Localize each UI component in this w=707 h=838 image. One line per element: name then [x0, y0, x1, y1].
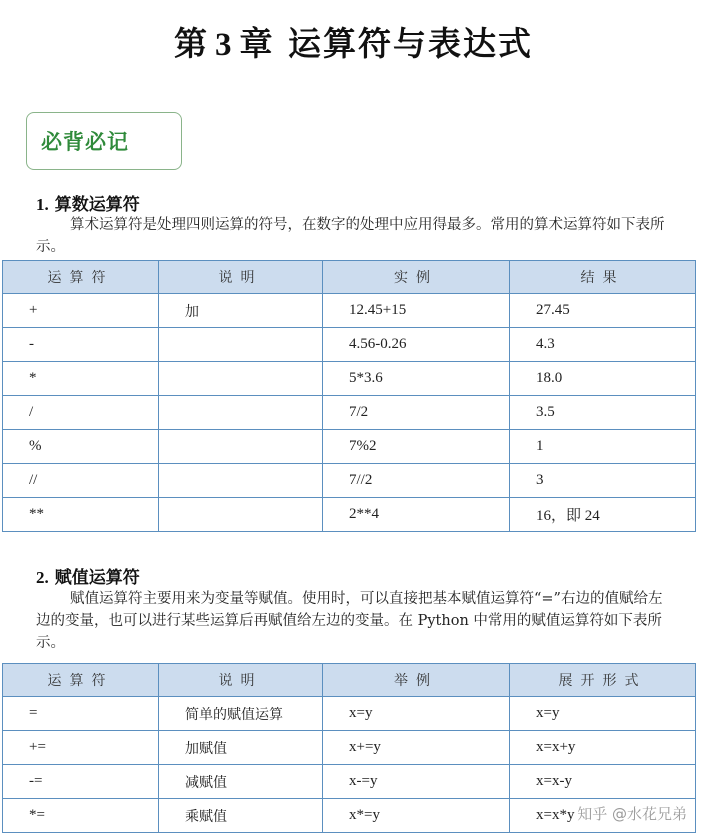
table-cell: x-=y	[323, 765, 510, 799]
table-row	[3, 731, 696, 765]
table-row	[3, 464, 696, 498]
table-cell: x=x+y	[510, 731, 696, 765]
table-cell	[159, 396, 323, 430]
header-example: 举例	[323, 664, 510, 697]
table-cell: %	[3, 430, 159, 464]
chapter-title-suffix: 章 运算符与表达式	[239, 24, 533, 63]
table-cell	[159, 498, 323, 532]
header-description: 说明	[159, 664, 323, 697]
table-row	[3, 697, 696, 731]
table-row	[3, 430, 696, 464]
section2-title: 赋值运算符	[54, 568, 140, 588]
section1-paragraph	[36, 214, 672, 258]
table-cell: 4.3	[510, 328, 696, 362]
table-header-row	[3, 261, 696, 294]
table-cell	[159, 464, 323, 498]
table-row	[3, 396, 696, 430]
chapter-title	[0, 18, 707, 65]
section2-number: 2.	[36, 568, 49, 587]
table-cell: 简单的赋值运算	[159, 697, 323, 731]
header-example: 实例	[323, 261, 510, 294]
table-cell: 3	[510, 464, 696, 498]
arithmetic-table-body	[3, 294, 696, 532]
header-operator: 运算符	[3, 664, 159, 697]
table-cell: 减赋值	[159, 765, 323, 799]
section2-paragraph	[36, 588, 672, 654]
table-row	[3, 498, 696, 532]
table-cell: +=	[3, 731, 159, 765]
table-cell: 乘赋值	[159, 799, 323, 833]
table-cell: 7%2	[323, 430, 510, 464]
table-cell: 4.56-0.26	[323, 328, 510, 362]
table-cell: 1	[510, 430, 696, 464]
section1-title: 算数运算符	[54, 195, 140, 215]
table-cell: 27.45	[510, 294, 696, 328]
table-row	[3, 328, 696, 362]
table-cell: 7/2	[323, 396, 510, 430]
table-cell: x*=y	[323, 799, 510, 833]
section1-paragraph-text: 算术运算符是处理四则运算的符号，在数字的处理中应用得最多。常用的算术运算符如下表所示。	[36, 217, 665, 255]
table-cell	[159, 430, 323, 464]
table-header-row	[3, 664, 696, 697]
table-cell: //	[3, 464, 159, 498]
table-cell: **	[3, 498, 159, 532]
table-cell	[159, 362, 323, 396]
table-cell: x=x*y	[510, 799, 696, 833]
table-cell: x=x-y	[510, 765, 696, 799]
table-cell	[159, 328, 323, 362]
chapter-number: 3	[215, 27, 234, 63]
table-cell: /	[3, 396, 159, 430]
table-cell: 12.45+15	[323, 294, 510, 328]
arithmetic-operators-table	[2, 260, 696, 532]
table-cell: *=	[3, 799, 159, 833]
section2-paragraph-text: 赋值运算符主要用来为变量等赋值。使用时，可以直接把基本赋值运算符“=”右边的值赋给左边的变量，也可以进行某些运算后再赋值给左边的变量。在 Python 中常用的赋值运算符如下表所示。	[36, 591, 663, 651]
table-row	[3, 765, 696, 799]
section1-heading	[36, 190, 140, 215]
table-row	[3, 362, 696, 396]
table-cell: 18.0	[510, 362, 696, 396]
table-cell: x+=y	[323, 731, 510, 765]
table-cell: 加赋值	[159, 731, 323, 765]
table-cell: 7//2	[323, 464, 510, 498]
table-cell: 加	[159, 294, 323, 328]
table-cell: -=	[3, 765, 159, 799]
table-cell: -	[3, 328, 159, 362]
table-cell: 5*3.6	[323, 362, 510, 396]
table-row	[3, 294, 696, 328]
header-expanded-form: 展开形式	[510, 664, 696, 697]
table-cell: *	[3, 362, 159, 396]
header-operator: 运算符	[3, 261, 159, 294]
chapter-title-prefix: 第	[174, 24, 209, 63]
table-cell: 16，即 24	[510, 498, 696, 532]
table-cell: 2**4	[323, 498, 510, 532]
must-memorize-badge: 必背必记	[26, 112, 182, 170]
header-result: 结果	[510, 261, 696, 294]
table-cell: 3.5	[510, 396, 696, 430]
table-cell: x=y	[510, 697, 696, 731]
watermark: 知乎 @水花兄弟	[577, 805, 687, 823]
table-cell: =	[3, 697, 159, 731]
header-description: 说明	[159, 261, 323, 294]
table-cell: +	[3, 294, 159, 328]
section1-number: 1.	[36, 195, 49, 214]
table-cell: x=y	[323, 697, 510, 731]
section2-heading	[36, 563, 140, 588]
